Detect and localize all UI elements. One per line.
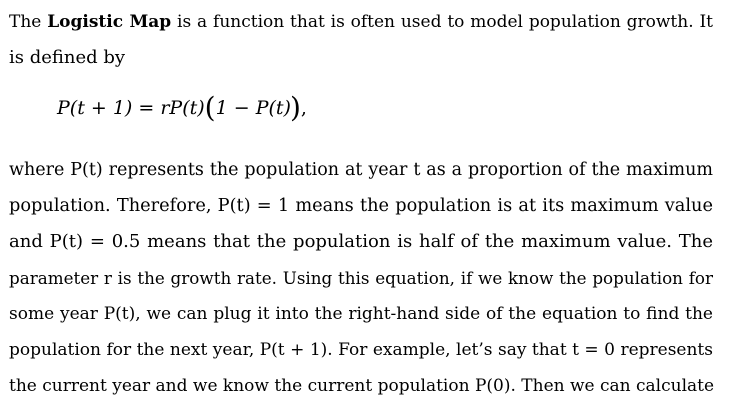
logistic-map-term: Logistic Map	[47, 12, 172, 32]
intro-rest: is a function that is often used to model population growth. It	[177, 12, 714, 32]
paragraph-2-line-7: the current year and we know the current population P(0). Then we can calculate	[9, 376, 715, 396]
paragraph-2-line-3: and P(t) = 0.5 means that the population is half of the maximum value. The	[9, 231, 713, 252]
equation-inner: 1 − P(t)	[215, 97, 291, 119]
equation-comma: ,	[300, 97, 307, 119]
equation-lhs: P(t + 1) = rP(t)	[57, 97, 205, 119]
paragraph-1-line-2: is defined by	[9, 47, 126, 68]
paragraph-2-line-1: where P(t) represents the population at year t as a proportion of the maximum	[9, 160, 713, 180]
logistic-equation	[57, 88, 457, 128]
paragraph-2-line-4: parameter r is the growth rate. Using this equation, if we know the population for	[9, 268, 713, 288]
paragraph-1-line-1	[9, 4, 713, 40]
paragraph-2-line-6: population for the next year, P(t + 1). For example, let’s say that t = 0 represents	[9, 340, 713, 360]
equation-open-paren: (	[204, 91, 216, 124]
intro-word: The	[9, 12, 42, 32]
paragraph-2-line-5: some year P(t), we can plug it into the right-hand side of the equation to find the	[9, 304, 713, 324]
equation-close-paren: )	[289, 91, 301, 124]
paragraph-2-line-2: population. Therefore, P(t) = 1 means the population is at its maximum value	[9, 196, 713, 216]
